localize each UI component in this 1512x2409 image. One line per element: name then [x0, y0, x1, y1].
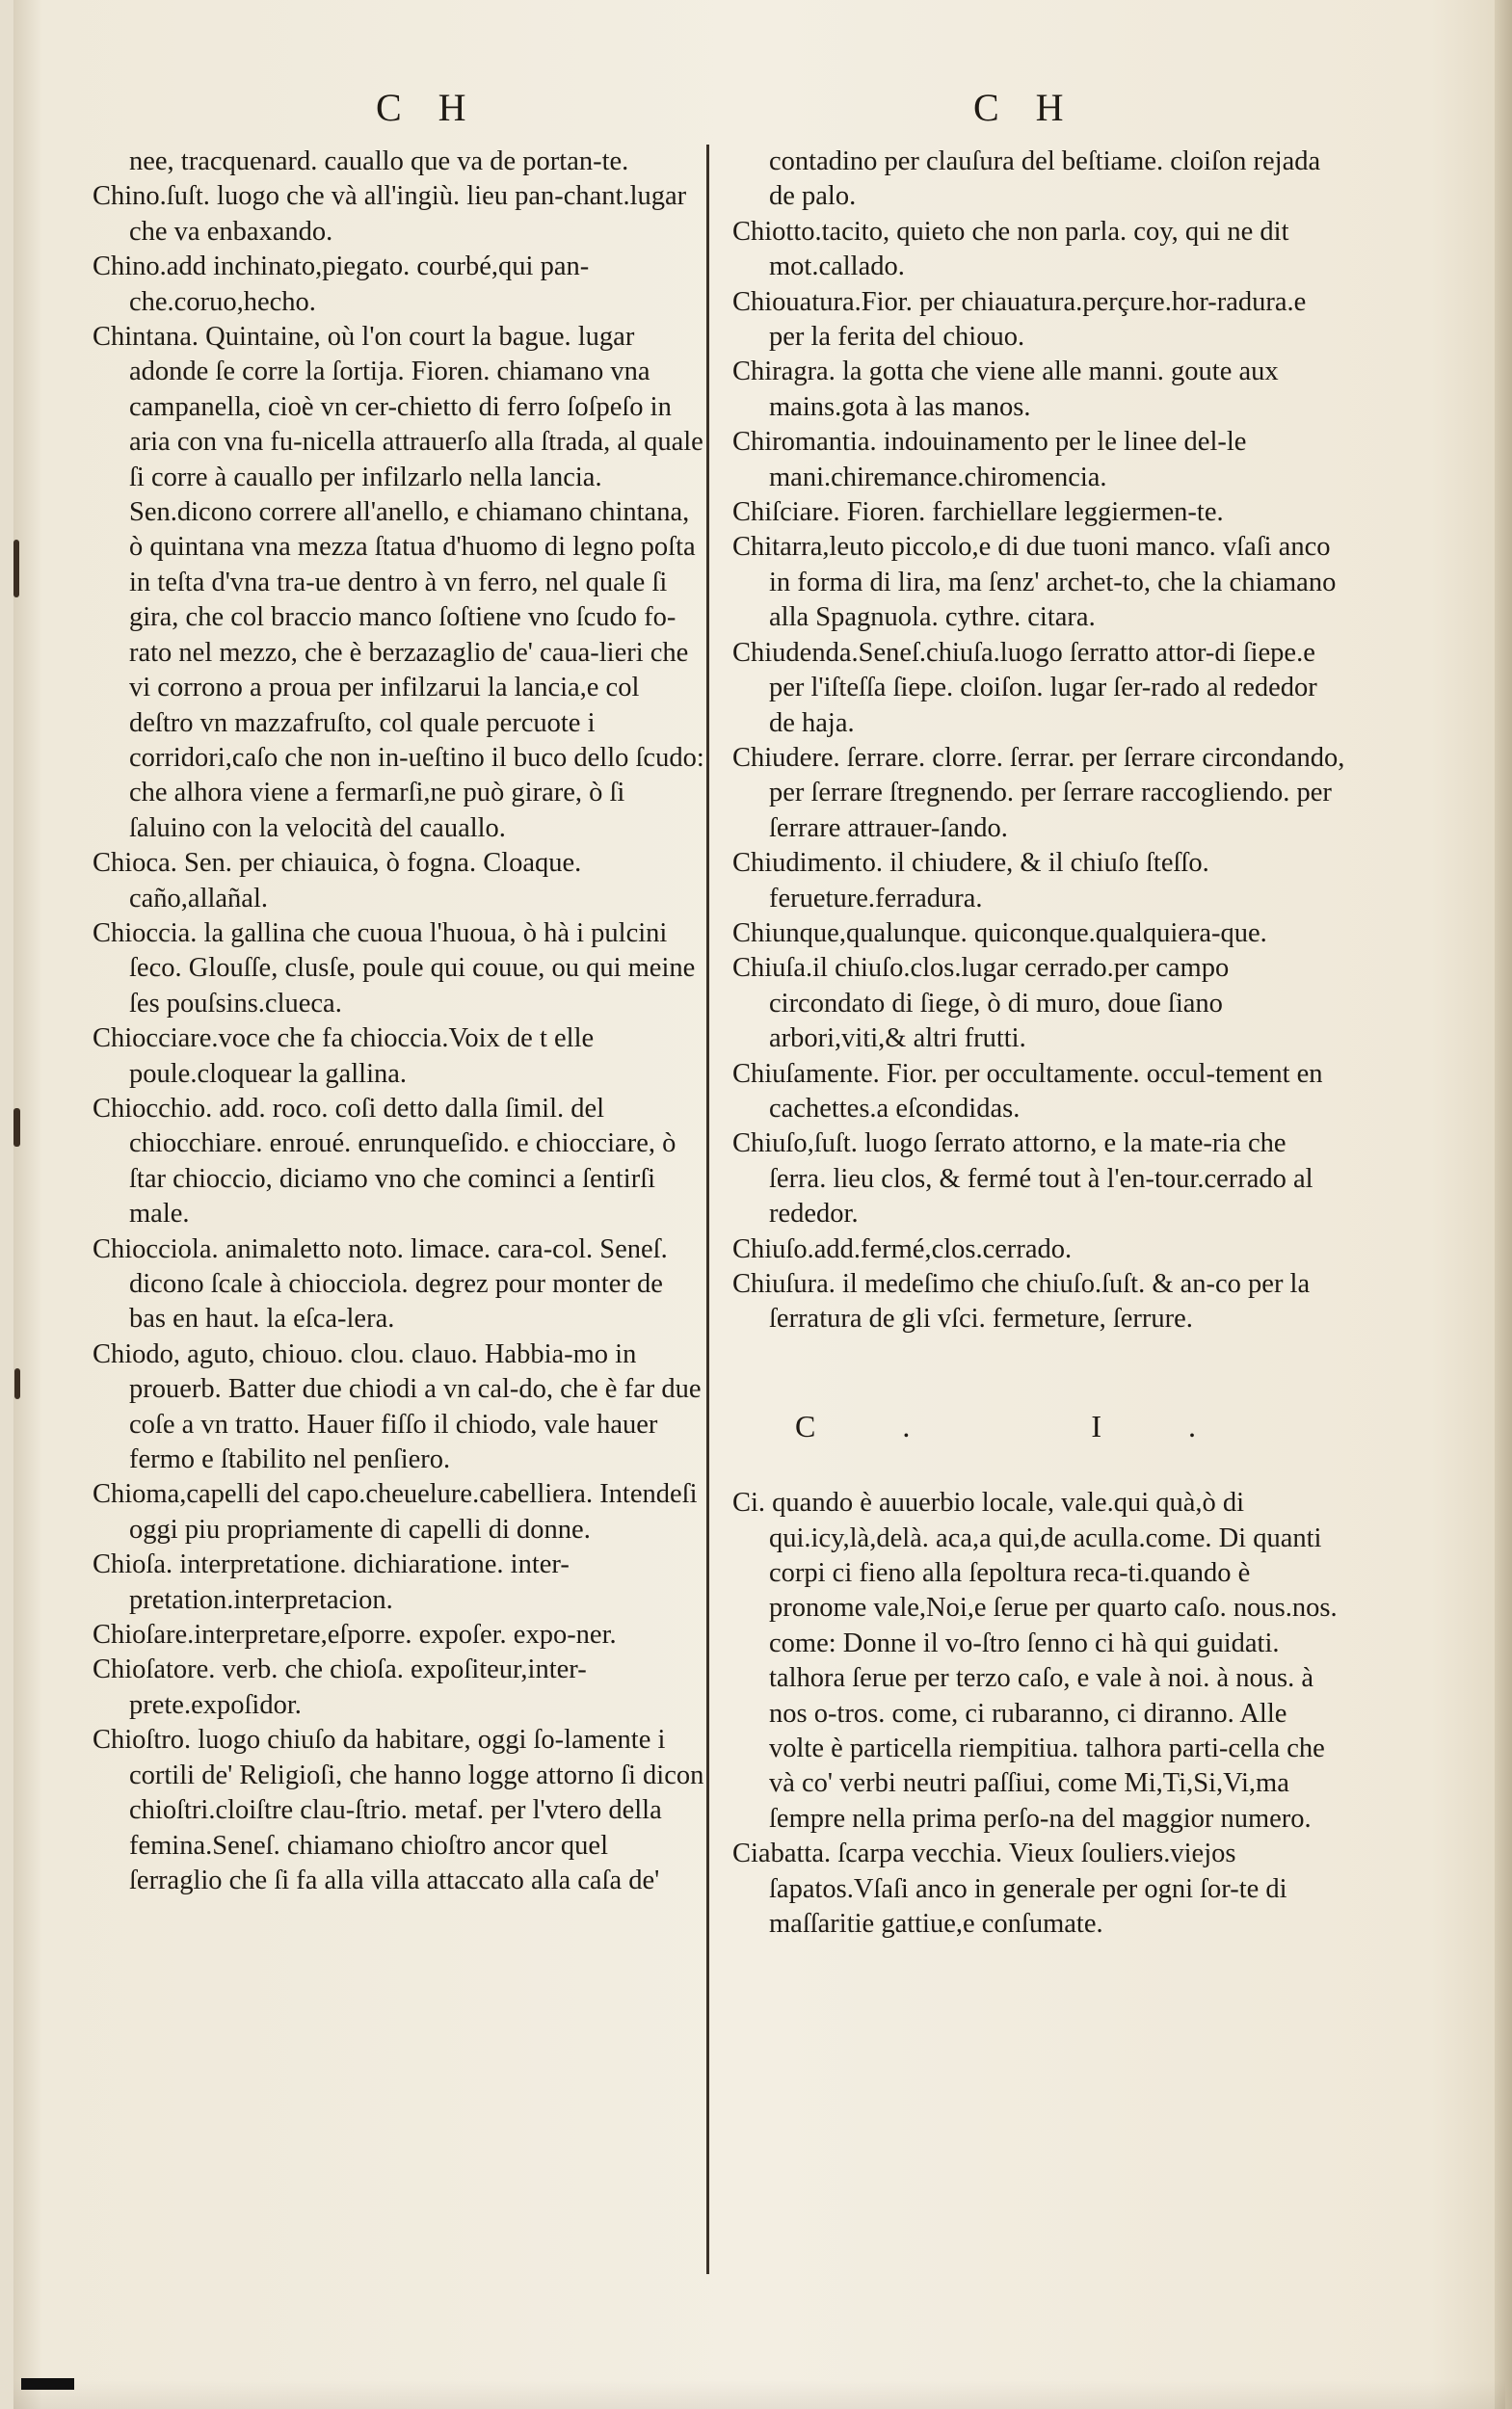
- dictionary-entry: Chioccia. la gallina che cuoua l'huoua, ò hà i pulcini ſeco. Glouſſe, clusſe, poule qui couue, ou qui meine ſes pouſsins.clueca.: [93, 917, 696, 1019]
- ink-mark: [13, 540, 19, 597]
- dictionary-entry: Chioca. Sen. per chiauica, ò fogna. Cloaque. caño,allañal.: [93, 848, 582, 913]
- dictionary-entry: nee, tracquenard. cauallo que va de portan-te.: [129, 146, 629, 176]
- ink-mark: [14, 1368, 20, 1399]
- dictionary-entry: Chintana. Quintaine, où l'on court la bague. lugar adonde ſe corre la ſortija. Fioren. chiamano vna campanella, cioè vn cer-chietto di ferro ſoſpeſo in aria con vna fu-nicella attrauerſo alla ſtrada, al quale ſi corre à cauallo per infilzarlo nella lancia. Sen.dicono correre all'anello, e chiamano chintana, ò quintana vna mezza ſtatua d'huomo di legno poſta in teſta d'vna tra-ue dentro à vn ferro, nel quale ſi gira, che col braccio manco ſoſtiene vno ſcudo fo-rato nel mezzo, che è berzazaglio de' caua-lieri che vi corrono a proua per infilzarui la lancia,e col deſtro vn mazzafruſto, col quale percuote i corridori,caſo che non in-ueſtino il buco dello ſcudo: che alhora viene a fermarſi,ne può girare, ò ſi ſaluino con la velocità del cauallo.: [93, 322, 704, 843]
- dictionary-entry: Chino.ſuſt. luogo che và all'ingiù. lieu pan-chant.lugar che va enbaxando.: [93, 181, 687, 247]
- dictionary-entry: Chiodo, aguto, chiouo. clou. clauo. Habbia-mo in prouerb. Batter due chiodi a vn cal-do, che è far due coſe a vn tratto. Hauer fiſſo il chiodo, vale hauer fermo e ſtabilito nel penſiero.: [93, 1338, 702, 1475]
- dictionary-entry: Chioma,capelli del capo.cheuelure.cabelliera. Intendeſi oggi piu propriamente di capelli di donne.: [93, 1479, 698, 1545]
- dictionary-entry: Ci. quando è auuerbio locale, vale.qui quà,ò di qui.icy,là,delà. aca,a qui,de aculla.come. Di quanti corpi ci fieno alla ſepoltura reca-ti.quando è pronome vale,Noi,e ſerue per quarto caſo. nous.nos. come: Donne il vo-ſtro ſenno ci hà qui guidati. talhora ſerue per terzo caſo, e vale à noi. à nous. à nos o-tros. come, ci rubaranno, ci diranno. Alle volte è particella riempitiua. talhora parti-cella che và co' verbi neutri paſſiui, come Mi,Ti,Si,Vi,ma ſempre nella prima perſo-na del maggior numero.: [732, 1488, 1338, 1834]
- scan-mark: [21, 2378, 74, 2390]
- dictionary-entry: Ciabatta. ſcarpa vecchia. Vieux ſouliers.viejos ſapatos.Vſaſi anco in generale per ogni ſor-te di maſſaritie gattiue,e conſumate.: [732, 1839, 1287, 1940]
- dictionary-entry: Chiotto.tacito, quieto che non parla. coy, qui ne dit mot.callado.: [732, 216, 1289, 282]
- running-head-left: C H: [376, 86, 480, 129]
- dictionary-entry: Chioſare.interpretare,eſporre. expoſer. expo-ner.: [93, 1620, 617, 1651]
- right-column-entries-after: [732, 1486, 1345, 1942]
- dictionary-entry: Chiuſo.add.fermé,clos.cerrado.: [732, 1233, 1073, 1264]
- left-column: [93, 145, 704, 1898]
- dictionary-entry: Chiocciola. animaletto noto. limace. cara-col. Seneſ. dicono ſcale à chiocciola. degrez pour monter de bas en haut. la eſca-lera.: [93, 1233, 668, 1335]
- dictionary-entry: Chino.add inchinato,piegato. courbé,qui pan-che.coruo,hecho.: [93, 251, 590, 317]
- dictionary-entry: Chiudere. ſerrare. clorre. ſerrar. per ſerrare circondando, per ſerrare ſtregnendo. per ſerrare raccogliendo. per ſerrare attrauer-ſando.: [732, 742, 1345, 843]
- right-column: [732, 145, 1345, 1943]
- dictionary-entry: Chiragra. la gotta che viene alle manni. goute aux mains.gota à las manos.: [732, 357, 1279, 422]
- dictionary-entry: Chioſatore. verb. che chioſa. expoſiteur,inter-prete.expoſidor.: [93, 1655, 587, 1720]
- dictionary-entry: Chiuſamente. Fior. per occultamente. occul-tement en cachettes.a eſcondidas.: [732, 1058, 1323, 1124]
- dictionary-entry: Chiocciare.voce che fa chioccia.Voix de t elle poule.cloquear la gallina.: [93, 1023, 595, 1089]
- dictionary-entry: Chiuſa.il chiuſo.clos.lugar cerrado.per campo circondato di ſiege, ò di muro, doue ſiano arbori,viti,& altri frutti.: [732, 953, 1230, 1054]
- column-divider: [706, 145, 709, 2274]
- dictionary-entry: Chitarra,leuto piccolo,e di due tuoni manco. vſaſi anco in forma di lira, ma ſenz' archet-to, che la chiamano alla Spagnuola. cythre. citara.: [732, 532, 1337, 633]
- dictionary-entry: Chioſtro. luogo chiuſo da habitare, oggi ſo-lamente i cortili de' Religioſi, che hanno logge attorno ſi dicon chioſtri.cloiſtre clau-ſtrio. metaf. per l'vtero della femina.Seneſ. chiamano chioſtro ancor quel ſerraglio che ſi fa alla villa attaccato alla caſa de': [93, 1725, 704, 1895]
- running-head-right: C H: [973, 86, 1077, 129]
- dictionary-entry: Chiuſura. il medeſimo che chiuſo.ſuſt. & an-co per la ſerratura de gli vſci. fermeture, ſerrure.: [732, 1269, 1311, 1335]
- dictionary-entry: Chiocchio. add. roco. coſi detto dalla ſimil. del chiocchiare. enroué. enrunqueſido. e chiocciare, ò ſtar chioccio, diciamo vno che cominci a ſentirſi male.: [93, 1093, 676, 1230]
- dictionary-entry: Chiouatura.Fior. per chiauatura.perçure.hor-radura.e per la ferita del chiouo.: [732, 286, 1307, 353]
- dictionary-entry: Chioſa. interpretatione. dichiaratione. inter-pretation.interpretacion.: [93, 1549, 570, 1615]
- section-heading: C. I.: [795, 1408, 1283, 1443]
- dictionary-entry: Chiunque,qualunque. quiconque.qualquiera-que.: [732, 917, 1267, 948]
- page-edge: [1495, 0, 1512, 2409]
- dictionary-entry: Chiromantia. indouinamento per le linee del-le mani.chiremance.chiromencia.: [732, 427, 1247, 492]
- page-shadow: [13, 2380, 1505, 2409]
- right-column-entries: [732, 145, 1345, 1337]
- dictionary-entry: Chiſciare. Fioren. farchiellare leggiermen-te.: [732, 497, 1224, 528]
- dictionary-entry: Chiuſo,ſuſt. luogo ſerrato attorno, e la mate-ria che ſerra. lieu clos, & fermé tout à l'en-tour.cerrado al rededor.: [732, 1128, 1313, 1230]
- ink-mark: [13, 1108, 20, 1147]
- dictionary-entry: Chiudimento. il chiudere, & il chiuſo ſteſſo. ferueture.ferradura.: [732, 848, 1209, 913]
- dictionary-entry: Chiudenda.Seneſ.chiuſa.luogo ſerratto attor-di ſiepe.e per l'iſteſſa ſiepe. cloiſon. lugar ſer-rado al rededor de haja.: [732, 637, 1317, 738]
- dictionary-entry: contadino per clauſura del beſtiame. cloiſon rejada de palo.: [769, 146, 1321, 212]
